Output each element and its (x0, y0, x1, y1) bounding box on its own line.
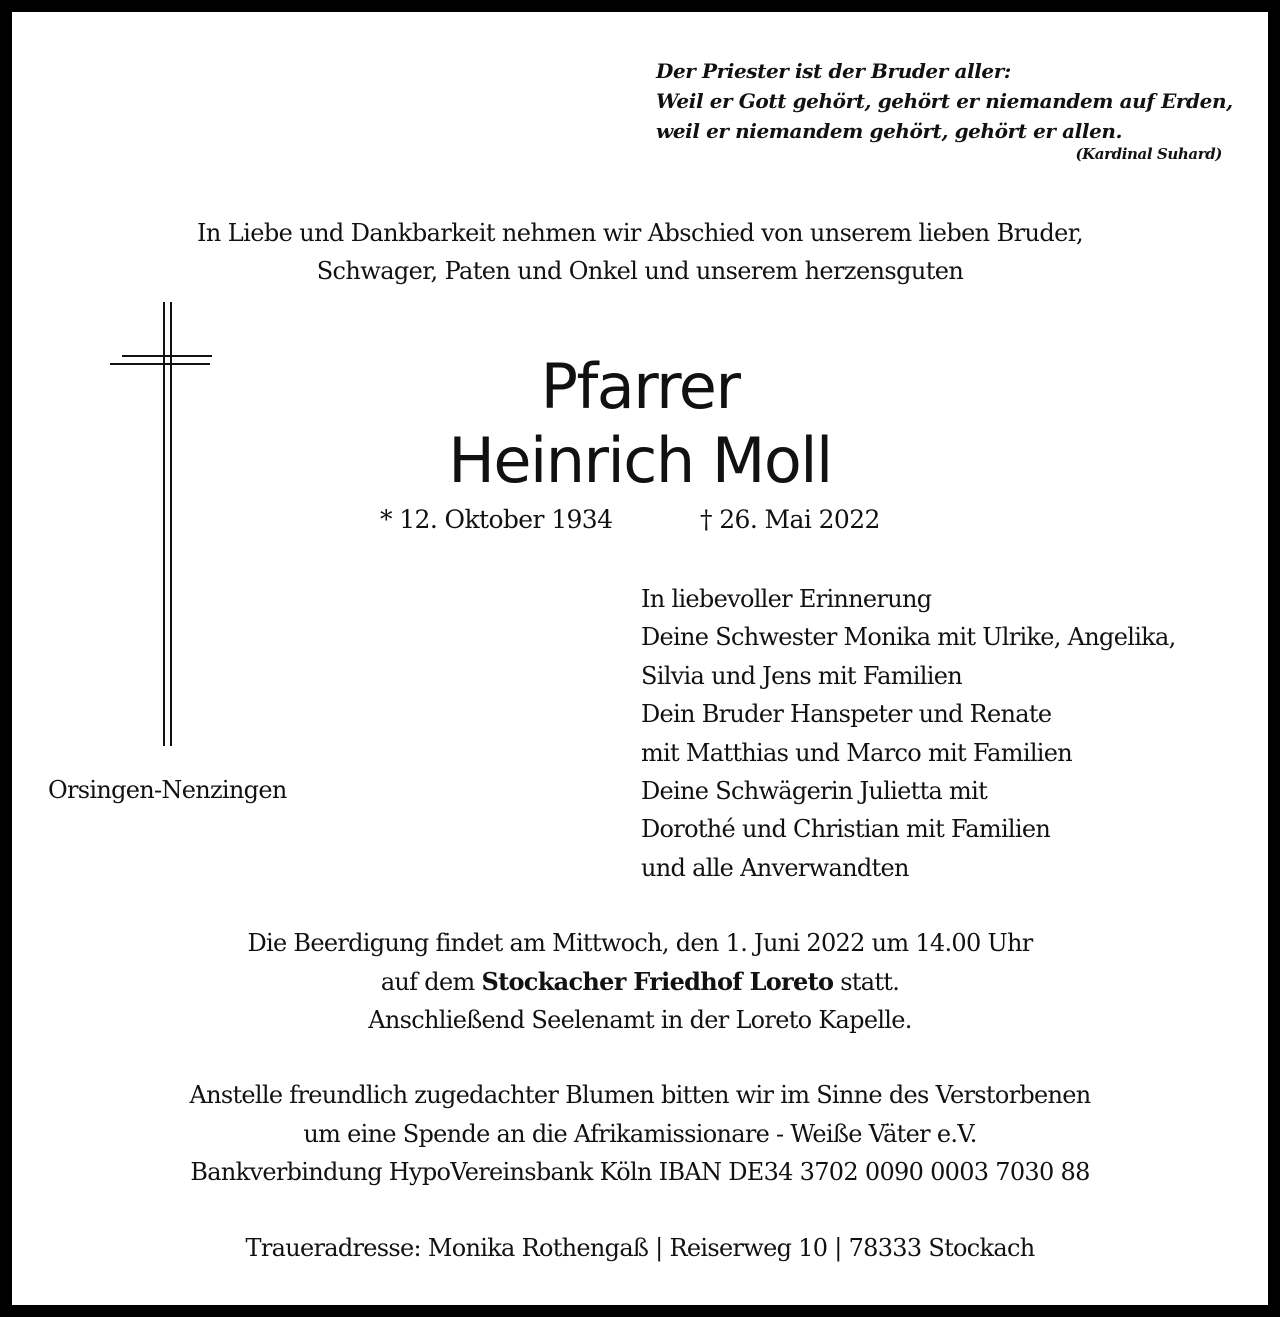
funeral-location-line (12, 963, 1268, 1002)
mourners-list (641, 580, 1251, 887)
intro-line: Schwager, Paten und Onkel und unserem herzensguten (316, 257, 964, 285)
donation-line: um eine Spende an die Afrikamissionare - Weiße Väter e.V. (303, 1119, 977, 1148)
mourner-line: Silvia und Jens mit Familien (641, 661, 962, 690)
intro-line: In Liebe und Dankbarkeit nehmen wir Abschied von unserem lieben Bruder, (197, 219, 1083, 247)
quote-line: weil er niemandem gehört, gehört er allen. (656, 119, 1123, 143)
death-date: † 26. Mai 2022 (700, 505, 880, 534)
deceased-heading (12, 350, 1268, 498)
mourner-line: Deine Schwester Monika mit Ulrike, Angelika, (641, 623, 1176, 652)
mourner-line: und alle Anverwandten (641, 853, 909, 882)
cemetery-name: Stockacher Friedhof Loreto (481, 966, 834, 996)
funeral-line: Anschließend Seelenamt in der Loreto Kapelle. (368, 1006, 912, 1034)
donation-info (12, 1076, 1268, 1192)
donation-line: Anstelle freundlich zugedachter Blumen bitten wir im Sinne des Verstorbenen (189, 1081, 1091, 1109)
quote-line: Weil er Gott gehört, gehört er niemandem auf Erden, (656, 89, 1233, 113)
bank-details: Bankverbindung HypoVereinsbank Köln IBAN DE34 3702 0090 0003 7030 88 (190, 1158, 1090, 1186)
quote-block (656, 56, 1246, 164)
mourner-line: Dorothé und Christian mit Familien (641, 815, 1051, 844)
mourner-line: Deine Schwägerin Julietta mit (641, 777, 988, 806)
quote-source: (Kardinal Suhard) (1075, 145, 1222, 163)
mourning-address: Traueradresse: Monika Rothengaß | Reiserweg 10 | 78333 Stockach (245, 1234, 1035, 1262)
funeral-line: Die Beerdigung findet am Mittwoch, den 1. Juni 2022 um 14.00 Uhr (247, 929, 1033, 957)
mourner-line: In liebevoller Erinnerung (641, 585, 932, 613)
quote-line: Der Priester ist der Bruder aller: (656, 59, 1011, 83)
funeral-info (12, 924, 1268, 1040)
mourner-line: mit Matthias und Marco mit Familien (641, 738, 1073, 767)
birth-date: * 12. Oktober 1934 (380, 505, 613, 534)
obituary-notice (12, 12, 1268, 1305)
deceased-name: Heinrich Moll (448, 424, 832, 497)
mourner-line: Dein Bruder Hanspeter und Renate (641, 700, 1052, 729)
place-name: Orsingen-Nenzingen (48, 776, 287, 804)
funeral-line-suffix: statt. (833, 967, 900, 996)
intro-text (12, 214, 1268, 290)
deceased-title: Pfarrer (540, 350, 740, 423)
funeral-line-prefix: auf dem (380, 967, 482, 996)
